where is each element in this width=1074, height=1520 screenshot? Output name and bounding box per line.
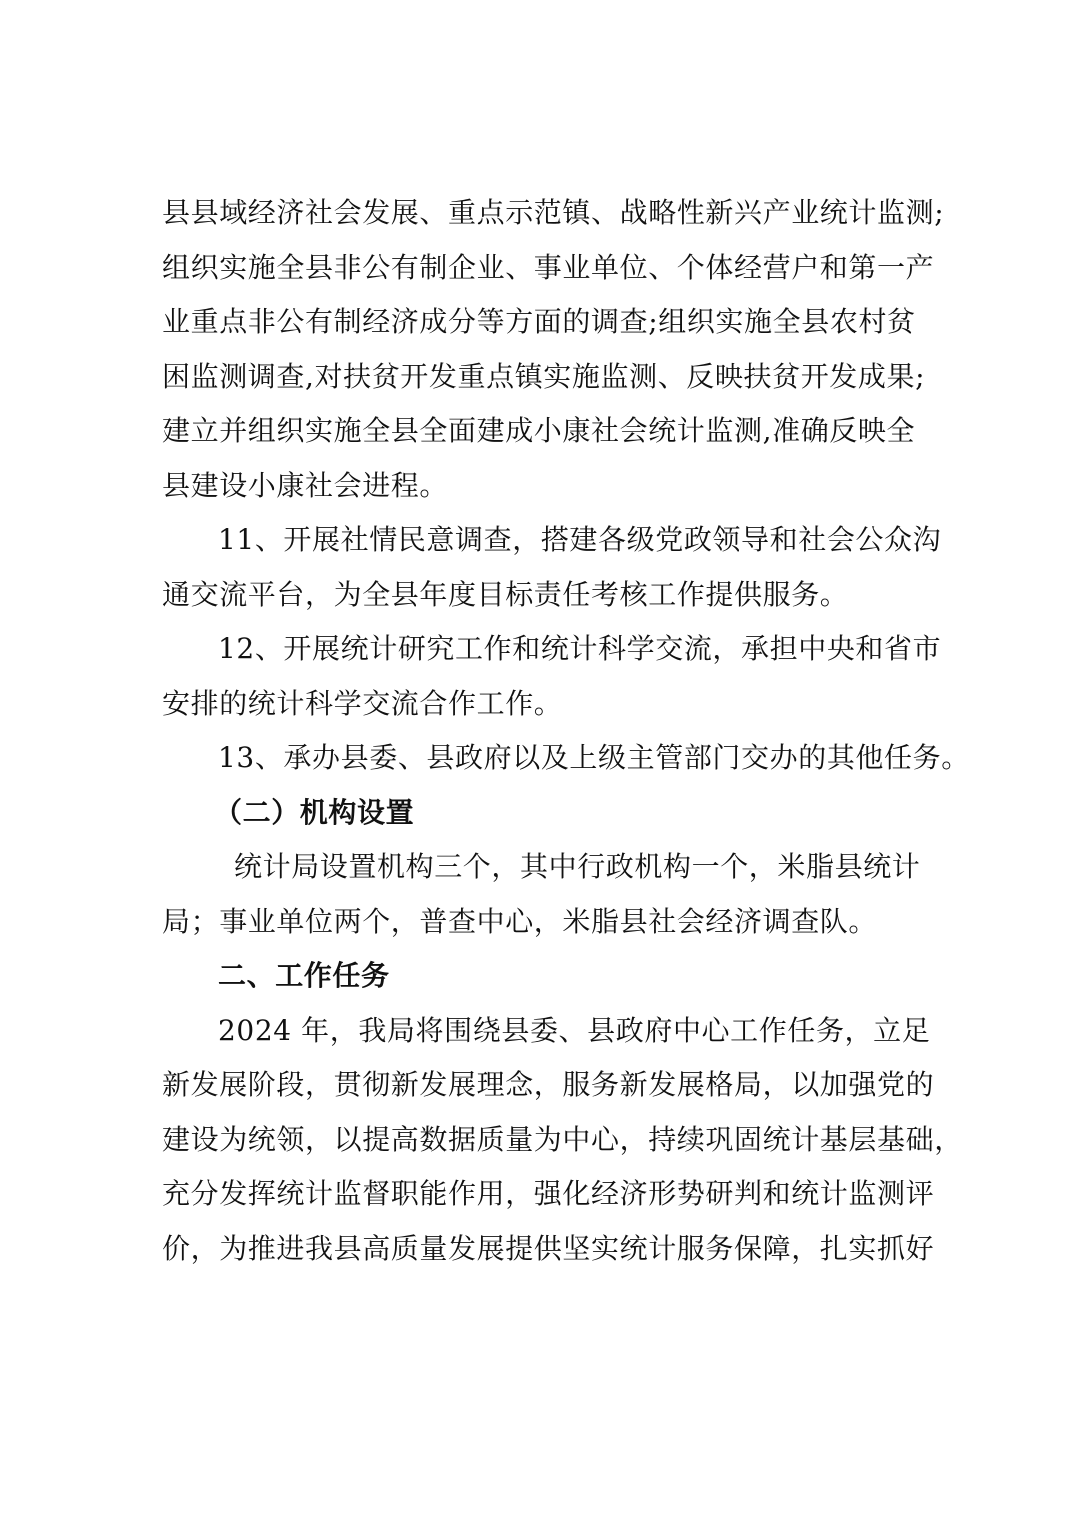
list-item-12: 12、开展统计研究工作和统计科学交流，承担中央和省市 xyxy=(218,632,942,665)
list-item-11: 11、开展社情民意调查，搭建各级党政领导和社会公众沟 xyxy=(218,523,942,556)
list-item-13: 13、承办县委、县政府以及上级主管部门交办的其他任务。 xyxy=(218,741,970,774)
text-line: 困监测调查,对扶贫开发重点镇实施监测、反映扶贫开发成果; xyxy=(162,359,926,393)
text-line: 统计局设置机构三个，其中行政机构一个，米脂县统计 xyxy=(234,850,921,883)
text-line: 局；事业单位两个，普查中心，米脂县社会经济调查队。 xyxy=(162,904,878,938)
text-line: 充分发挥统计监督职能作用，强化经济形势研判和统计监测评 xyxy=(162,1177,935,1210)
section-heading-organization: （二）机构设置 xyxy=(214,795,415,829)
text-line: 通交流平台，为全县年度目标责任考核工作提供服务。 xyxy=(162,577,849,611)
text-line: 建立并组织实施全县全面建成小康社会统计监测,准确反映全 xyxy=(162,414,916,447)
text-line: 县县域经济社会发展、重点示范镇、战略性新兴产业统计监测; xyxy=(162,196,945,229)
text-line: 建设为统领，以提高数据质量为中心，持续巩固统计基层基础， xyxy=(162,1122,963,1156)
text-line: 组织实施全县非公有制企业、事业单位、个体经营户和第一产 xyxy=(162,250,935,284)
text-line: 2024 年，我局将围绕县委、县政府中心工作任务，立足 xyxy=(218,1013,931,1047)
section-heading-work-tasks: 二、工作任务 xyxy=(218,959,390,992)
text-line: 安排的统计科学交流合作工作。 xyxy=(162,686,563,720)
text-line: 业重点非公有制经济成分等方面的调查;组织实施全县农村贫 xyxy=(162,305,916,338)
text-line: 新发展阶段，贯彻新发展理念，服务新发展格局，以加强党的 xyxy=(162,1068,935,1101)
text-line: 价，为推进我县高质量发展提供坚实统计服务保障，扎实抓好 xyxy=(162,1231,935,1265)
text-line: 县建设小康社会进程。 xyxy=(162,468,449,502)
document-page xyxy=(162,186,970,1276)
